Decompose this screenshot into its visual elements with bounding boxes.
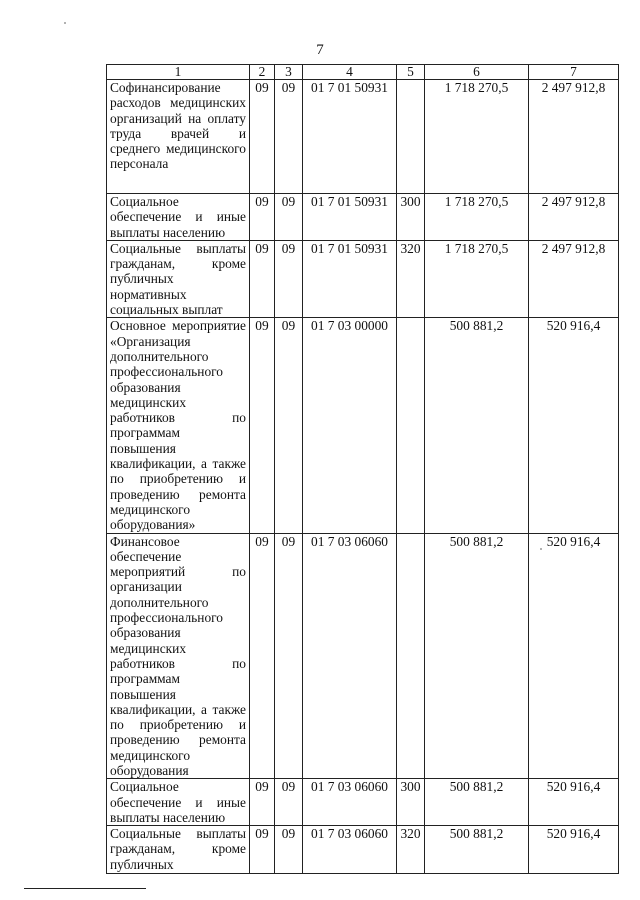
amount-col6-cell: 1 718 270,5 (425, 194, 529, 241)
section-code-cell: 09 (250, 80, 275, 194)
expense-type-cell (397, 533, 425, 779)
amount-col6-cell: 500 881,2 (425, 318, 529, 533)
amount-col6-cell: 1 718 270,5 (425, 80, 529, 194)
table-row (107, 779, 619, 826)
table-row (107, 194, 619, 241)
amount-col7-cell: 520 916,4 (529, 533, 619, 779)
expense-name-cell: Социальное обеспечение и иные выплаты населению (107, 779, 250, 826)
amount-col7-cell: 2 497 912,8 (529, 80, 619, 194)
page-number: 7 (316, 42, 324, 58)
amount-col7-cell: 520 916,4 (529, 826, 619, 874)
amount-col6-cell: 500 881,2 (425, 826, 529, 874)
target-article-cell: 01 7 03 00000 (303, 318, 397, 533)
target-article-cell: 01 7 01 50931 (303, 240, 397, 317)
column-header: 7 (529, 65, 619, 80)
amount-col7-cell: 2 497 912,8 (529, 240, 619, 317)
table-row (107, 240, 619, 317)
target-article-cell: 01 7 03 06060 (303, 779, 397, 826)
table-row (107, 533, 619, 779)
expense-name-cell: Социальные выплаты гражданам, кроме публичных нормативных социальных выплат (107, 240, 250, 317)
column-header: 4 (303, 65, 397, 80)
expense-name-cell: Социальное обеспечение и иные выплаты населению (107, 194, 250, 241)
section-code-cell: 09 (250, 533, 275, 779)
table-header-row (107, 65, 619, 80)
expense-name-cell: Финансовое обеспечение мероприятий по организации дополнительного профессионального образования медицинских работников по программам повышения квалификации, а также по приобретению и проведению ремонта медицинского оборудования (107, 533, 250, 779)
amount-col7-cell: 520 916,4 (529, 779, 619, 826)
target-article-cell: 01 7 03 06060 (303, 826, 397, 874)
column-header: 3 (275, 65, 303, 80)
target-article-cell: 01 7 01 50931 (303, 194, 397, 241)
expense-type-cell: 320 (397, 826, 425, 874)
expense-type-cell (397, 318, 425, 533)
subsection-code-cell: 09 (275, 779, 303, 826)
table-row (107, 826, 619, 874)
expense-type-cell: 320 (397, 240, 425, 317)
subsection-code-cell: 09 (275, 240, 303, 317)
footnote-rule (24, 888, 146, 889)
section-code-cell: 09 (250, 240, 275, 317)
expense-type-cell: 300 (397, 194, 425, 241)
scan-speck (64, 22, 66, 24)
subsection-code-cell: 09 (275, 194, 303, 241)
budget-table (106, 64, 619, 874)
section-code-cell: 09 (250, 779, 275, 826)
subsection-code-cell: 09 (275, 826, 303, 874)
amount-col7-cell: 2 497 912,8 (529, 194, 619, 241)
amount-col6-cell: 500 881,2 (425, 533, 529, 779)
column-header: 1 (107, 65, 250, 80)
amount-col7-cell: 520 916,4 (529, 318, 619, 533)
section-code-cell: 09 (250, 826, 275, 874)
table-row (107, 318, 619, 533)
column-header: 5 (397, 65, 425, 80)
target-article-cell: 01 7 03 06060 (303, 533, 397, 779)
section-code-cell: 09 (250, 318, 275, 533)
subsection-code-cell: 09 (275, 80, 303, 194)
subsection-code-cell: 09 (275, 533, 303, 779)
expense-name-cell: Социальные выплаты гражданам, кроме публичных (107, 826, 250, 874)
subsection-code-cell: 09 (275, 318, 303, 533)
section-code-cell: 09 (250, 194, 275, 241)
expense-type-cell (397, 80, 425, 194)
expense-type-cell: 300 (397, 779, 425, 826)
column-header: 2 (250, 65, 275, 80)
scan-speck (540, 548, 542, 550)
expense-name-cell: Софинансирование расходов медицинских организаций на оплату труда врачей и среднего медицинского персонала (107, 80, 250, 194)
target-article-cell: 01 7 01 50931 (303, 80, 397, 194)
column-header: 6 (425, 65, 529, 80)
amount-col6-cell: 1 718 270,5 (425, 240, 529, 317)
amount-col6-cell: 500 881,2 (425, 779, 529, 826)
expense-name-cell: Основное мероприятие «Организация дополнительного профессионального образования медицинских работников по программам повышения квалификации, а также по приобретению и проведению ремонта медицинского оборудования» (107, 318, 250, 533)
table-row (107, 80, 619, 194)
